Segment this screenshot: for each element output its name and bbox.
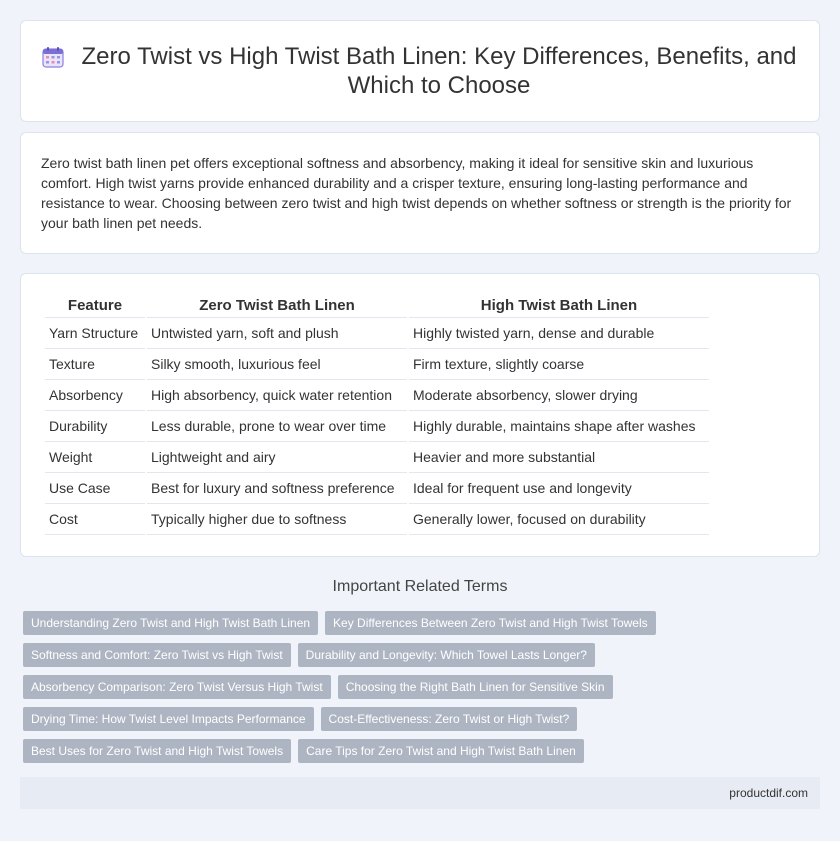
table-header-row xyxy=(45,294,709,318)
related-terms-title: Important Related Terms xyxy=(332,578,508,595)
table-row xyxy=(45,504,709,535)
table-cell-high-twist: Highly twisted yarn, dense and durable xyxy=(409,318,709,349)
table-header-zero-twist: Zero Twist Bath Linen xyxy=(147,294,407,318)
table-cell-high-twist: Highly durable, maintains shape after washes xyxy=(409,411,709,442)
table-cell-feature: Absorbency xyxy=(45,380,145,411)
tag-row xyxy=(23,643,823,667)
table-cell-zero-twist: High absorbency, quick water retention xyxy=(147,380,407,411)
related-term-tag[interactable]: Drying Time: How Twist Level Impacts Performance xyxy=(23,707,314,731)
table-cell-feature: Use Case xyxy=(45,473,145,504)
comparison-table xyxy=(43,294,711,535)
table-header-high-twist: High Twist Bath Linen xyxy=(409,294,709,318)
related-term-tag[interactable]: Choosing the Right Bath Linen for Sensitive Skin xyxy=(338,675,613,699)
table-row xyxy=(45,411,709,442)
intro-paragraph: Zero twist bath linen pet offers exceptional softness and absorbency, making it ideal for sensitive skin and luxurious comfort. High twist yarns provide enhanced durability and a crisper texture, ensuring long-lasting performance and resistance to wear. Choosing between zero twist and high twist depends on whether softness or strength is the priority for your bath linen pet needs. xyxy=(41,155,792,231)
table-cell-feature: Yarn Structure xyxy=(45,318,145,349)
footer-site-link[interactable]: productdif.com xyxy=(729,786,808,800)
table-cell-feature: Cost xyxy=(45,504,145,535)
footer xyxy=(20,777,820,809)
table-cell-zero-twist: Best for luxury and softness preference xyxy=(147,473,407,504)
table-header-feature: Feature xyxy=(45,294,145,318)
page-title: Zero Twist vs High Twist Bath Linen: Key Differences, Benefits, and Which to Choose xyxy=(81,43,797,99)
related-term-tag[interactable]: Absorbency Comparison: Zero Twist Versus High Twist xyxy=(23,675,331,699)
comparison-table-card xyxy=(20,273,820,557)
table-row xyxy=(45,349,709,380)
intro-card xyxy=(20,132,820,254)
table-cell-high-twist: Ideal for frequent use and longevity xyxy=(409,473,709,504)
tag-row xyxy=(23,739,823,763)
related-terms-list xyxy=(23,611,823,771)
table-cell-high-twist: Moderate absorbency, slower drying xyxy=(409,380,709,411)
table-cell-zero-twist: Less durable, prone to wear over time xyxy=(147,411,407,442)
header-card xyxy=(20,20,820,122)
table-row xyxy=(45,442,709,473)
table-cell-feature: Weight xyxy=(45,442,145,473)
table-cell-high-twist: Heavier and more substantial xyxy=(409,442,709,473)
related-term-tag[interactable]: Understanding Zero Twist and High Twist Bath Linen xyxy=(23,611,318,635)
tag-row xyxy=(23,675,823,699)
tag-row xyxy=(23,611,823,635)
calendar-icon xyxy=(41,45,65,69)
related-term-tag[interactable]: Key Differences Between Zero Twist and High Twist Towels xyxy=(325,611,656,635)
tag-row xyxy=(23,707,823,731)
table-cell-high-twist: Generally lower, focused on durability xyxy=(409,504,709,535)
table-cell-zero-twist: Untwisted yarn, soft and plush xyxy=(147,318,407,349)
table-cell-zero-twist: Silky smooth, luxurious feel xyxy=(147,349,407,380)
related-term-tag[interactable]: Cost-Effectiveness: Zero Twist or High Twist? xyxy=(321,707,578,731)
related-term-tag[interactable]: Care Tips for Zero Twist and High Twist Bath Linen xyxy=(298,739,584,763)
related-term-tag[interactable]: Softness and Comfort: Zero Twist vs High Twist xyxy=(23,643,291,667)
table-row xyxy=(45,473,709,504)
table-cell-zero-twist: Lightweight and airy xyxy=(147,442,407,473)
related-term-tag[interactable]: Best Uses for Zero Twist and High Twist Towels xyxy=(23,739,291,763)
table-cell-feature: Texture xyxy=(45,349,145,380)
header xyxy=(41,42,799,100)
table-cell-feature: Durability xyxy=(45,411,145,442)
table-row xyxy=(45,318,709,349)
table-row xyxy=(45,380,709,411)
related-term-tag[interactable]: Durability and Longevity: Which Towel Lasts Longer? xyxy=(298,643,595,667)
table-cell-high-twist: Firm texture, slightly coarse xyxy=(409,349,709,380)
table-cell-zero-twist: Typically higher due to softness xyxy=(147,504,407,535)
